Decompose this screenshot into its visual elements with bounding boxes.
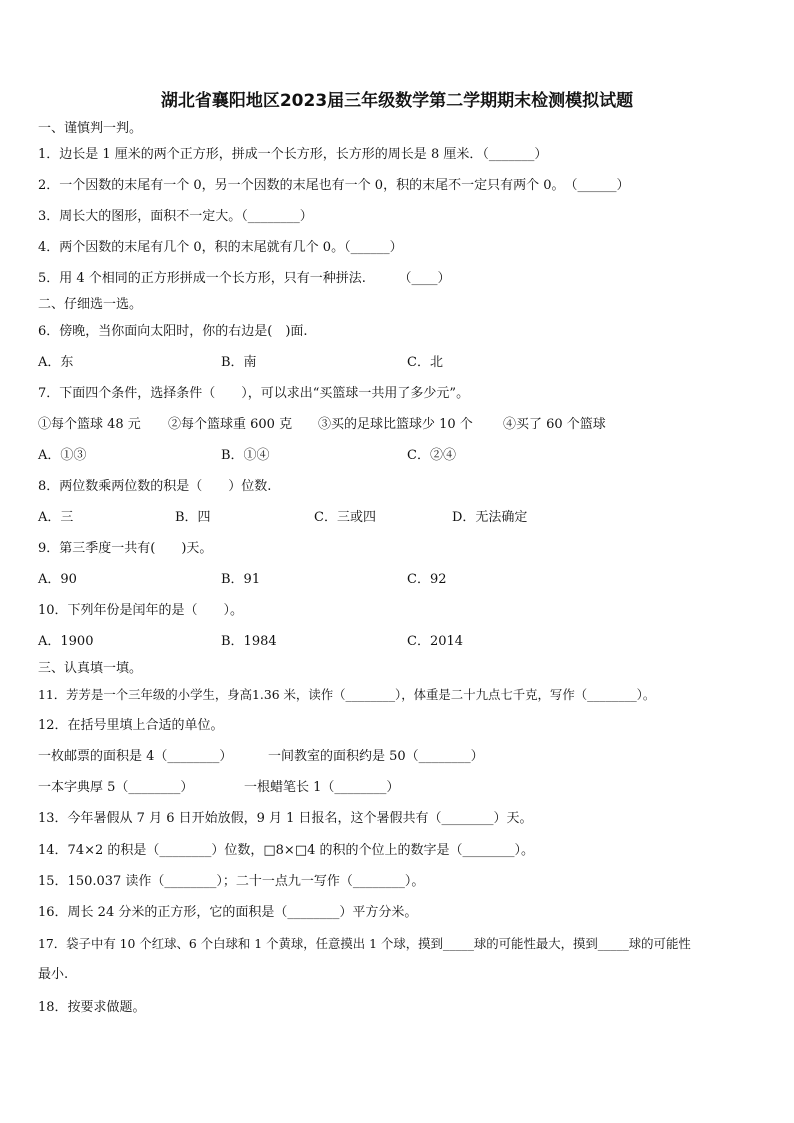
question-7-option-b: B．①④ [221,448,270,463]
question-7-option-a: A．①③ [38,448,87,463]
section-heading-1: 一、谨慎判一判。 [38,121,143,136]
question-6-option-b: B．南 [221,355,257,370]
section-heading-2: 二、仔细选一选。 [38,297,143,312]
question-8-option-c: C．三或四 [314,510,376,525]
question-7-condition-4: ④买了 60 个篮球 [503,417,606,432]
question-9-option-b: B．91 [221,572,261,587]
question-10-option-b: B．1984 [221,634,277,649]
question-7-option-c: C．②④ [407,448,456,463]
question-8-option-b: B．四 [175,510,211,525]
question-7: 7．下面四个条件，选择条件（ ），可以求出“买篮球一共用了多少元”。 [38,386,470,401]
question-7-condition-1: ①每个篮球 48 元 [38,417,141,432]
question-12-blank-3: 一本字典厚 5（________） [38,780,194,795]
question-9-option-a: A．90 [38,572,77,587]
question-10-option-c: C．2014 [407,634,464,649]
question-6-option-c: C．北 [407,355,443,370]
question-16: 16．周长 24 分米的正方形，它的面积是（________）平方分米。 [38,905,418,920]
question-13: 13．今年暑假从 7 月 6 日开始放假，9 月 1 日报名，这个暑假共有（________）天。 [38,811,533,826]
question-3: 3．周长大的图形，面积不一定大。（________） [38,209,313,224]
question-5: 5．用 4 个相同的正方形拼成一个长方形，只有一种拼法. （____） [38,271,451,286]
question-4: 4．两个因数的末尾有几个 0，积的末尾就有几个 0。（______） [38,240,403,255]
question-10: 10．下列年份是闰年的是（ ）。 [38,603,244,618]
question-17-continued: 最小. [38,967,69,982]
question-8-option-d: D．无法确定 [452,510,528,525]
question-9: 9．第三季度一共有( )天。 [38,541,213,556]
question-12-blank-4: 一根蜡笔长 1（________） [244,780,400,795]
question-8: 8．两位数乘两位数的积是（ ）位数. [38,479,272,494]
question-15: 15．150.037 读作（________）；二十一点九一写作（________）。 [38,874,425,889]
question-2: 2．一个因数的末尾有一个 0，另一个因数的末尾也有一个 0，积的末尾不一定只有两个 0。 （______） [38,178,630,193]
question-9-option-c: C．92 [407,572,447,587]
question-12-blank-2: 一间教室的面积约是 50（________） [268,749,484,764]
question-8-option-a: A．三 [38,510,74,525]
question-10-option-a: A．1900 [38,634,94,649]
question-1: 1．边长是 1 厘米的两个正方形，拼成一个长方形，长方形的周长是 8 厘米．（_______） [38,147,548,162]
question-18: 18．按要求做题。 [38,1000,146,1015]
question-7-condition-3: ③买的足球比篮球少 10 个 [318,417,473,432]
question-6: 6．傍晚，当你面向太阳时，你的右边是( )面. [38,324,308,339]
question-12-blank-1: 一枚邮票的面积是 4（________） [38,749,233,764]
question-6-option-a: A．东 [38,355,74,370]
page-title: 湖北省襄阳地区2023届三年级数学第二学期期末检测模拟试题 [160,91,634,111]
question-11: 11．芳芳是一个三年级的小学生，身高1.36 米，读作（________），体重是二十九点七千克，写作（________）。 [38,687,656,702]
question-7-condition-2: ②每个篮球重 600 克 [168,417,293,432]
section-heading-3: 三、认真填一填。 [38,661,143,676]
question-17: 17．袋子中有 10 个红球、6 个白球和 1 个黄球，任意摸出 1 个球，摸到_____球的可能性最大，摸到_____球的可能性 [38,936,691,951]
question-12: 12．在括号里填上合适的单位。 [38,718,224,733]
question-14: 14．74×2 的积是（________）位数，□8×□4 的积的个位上的数字是（________）。 [38,843,535,858]
